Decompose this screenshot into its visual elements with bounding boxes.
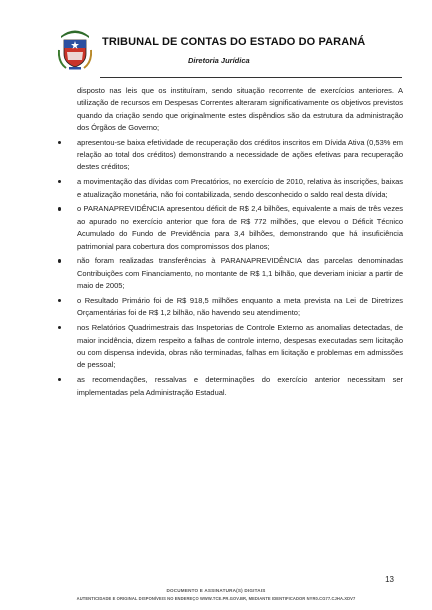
- list-item: não foram realizadas transferências à PARANAPREVIDÊNCIA das parcelas denominadas Contribuições com Financiamento, no montante de R$ 1,1 bilhão, que deveriam iniciar a partir de maio de 2005;: [77, 255, 403, 292]
- bullet-icon: [58, 378, 61, 381]
- findings-list: [77, 137, 403, 399]
- bullet-icon: [58, 259, 61, 262]
- bullet-icon: [58, 326, 61, 329]
- page-header: [58, 30, 388, 80]
- org-subtitle: Diretoria Jurídica: [188, 56, 250, 65]
- footer-signature-notice: DOCUMENTO E ASSINATURA(S) DIGITAIS: [166, 588, 266, 593]
- org-title: TRIBUNAL DE CONTAS DO ESTADO DO PARANÁ: [102, 36, 366, 48]
- bullet-icon: [58, 141, 61, 144]
- header-divider: [100, 77, 402, 78]
- list-item: apresentou-se baixa efetividade de recuperação dos créditos inscritos em Dívida Ativa (0,53% em relação ao total dos créditos) demonstrando a necessidade de ações efetivas para recuperação destes créditos;: [77, 137, 403, 174]
- list-item: a movimentação das dívidas com Precatórios, no exercício de 2010, relativa às inscrições, baixas e atualização monetária, não foi contabilizada, sendo desconhecido o saldo real desta dívida;: [77, 176, 403, 201]
- list-item: as recomendações, ressalvas e determinações do exercício anterior necessitam ser implementadas pela Administração Estadual.: [77, 374, 403, 399]
- list-item: o PARANAPREVIDÊNCIA apresentou déficit de R$ 2,4 bilhões, equivalente a mais de três vezes ao apurado no exercício anterior que fora de R$ 772 milhões, que elevou o Déficit Técnico Acumulado do Fundo de Previdência para 3,4 bilhões, demonstrando que há insuficiência patrimonial para cobertura dos compromissos dos planos;: [77, 203, 403, 253]
- list-item: nos Relatórios Quadrimestrais das Inspetorias de Controle Externo as anomalias detectadas, de maior incidência, dizem respeito a falhas de controle interno, despesas executadas sem licitação ou com dispensa indevida, obras não terminadas, falhas em licitação e problemas em admissões de pessoal;: [77, 322, 403, 372]
- parana-coat-of-arms-icon: [58, 30, 92, 70]
- list-item: o Resultado Primário foi de R$ 918,5 milhões enquanto a meta prevista na Lei de Diretrizes Orçamentárias foi de R$ 1,2 bilhão, não havendo seu atendimento;: [77, 295, 403, 320]
- footer-authenticity-notice: AUTENTICIDADE E ORIGINAL DISPONÍVEIS NO ENDEREÇO WWW.TCE.PR.GOV.BR, MEDIANTE IDENTIFICADOR NYR0.CG77.CJHA.XDV7: [76, 596, 356, 601]
- bullet-icon: [58, 180, 61, 183]
- intro-paragraph: disposto nas leis que os instituíram, sendo situação recorrente de exercícios anteriores. A utilização de recursos em Despesas Correntes alteraram significativamente os objetivos previstos quando da criação sendo que originalmente estes dispêndios são da estrutura da administração dos Órgãos de Governo;: [77, 86, 403, 133]
- document-body: [77, 85, 403, 401]
- bullet-icon: [58, 299, 61, 302]
- bullet-icon: [58, 207, 61, 210]
- page-number: 13: [385, 575, 394, 584]
